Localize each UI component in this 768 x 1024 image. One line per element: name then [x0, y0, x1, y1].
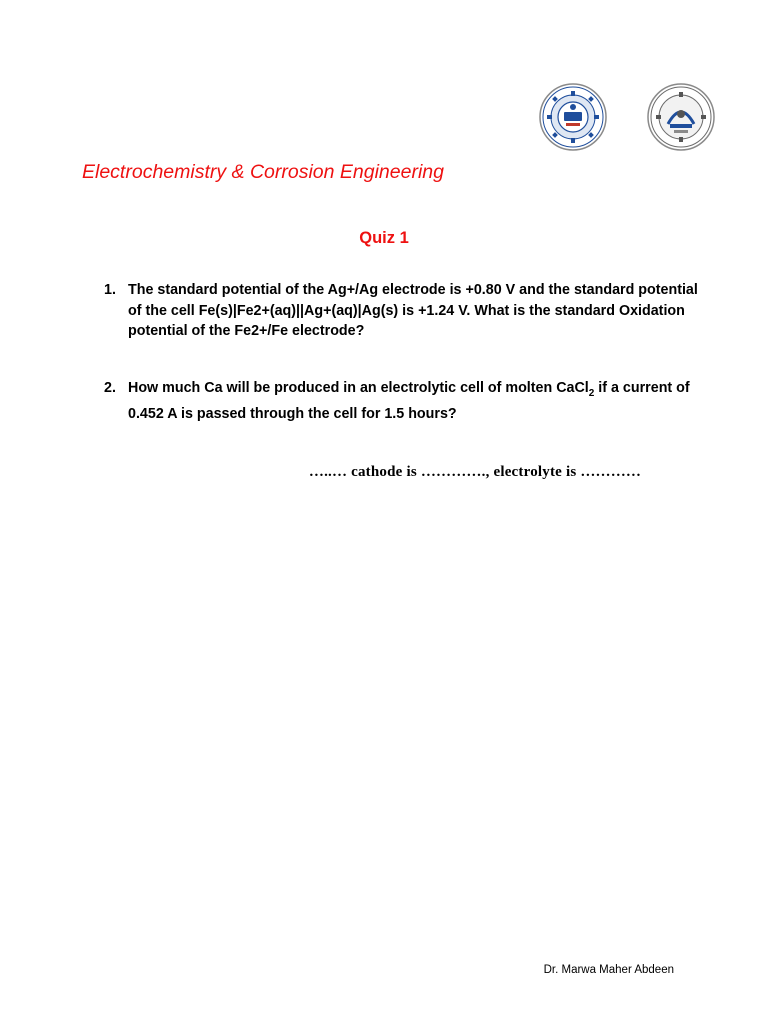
quiz-title: Quiz 1 — [359, 229, 409, 247]
university-seal-icon — [538, 82, 608, 152]
question-text-part: if a current of 0.452 A is passed through the cell for 1.5 hours? — [128, 380, 690, 423]
question-2 — [104, 378, 704, 425]
author-name: Dr. Marwa Maher Abdeen — [543, 964, 674, 976]
question-text: The standard potential of the Ag+/Ag electrode is +0.80 V and the standard potential of the cell Fe(s)|Fe2+(aq)||Ag+(aq)|Ag(s) is +1.24 V. What is the standard Oxidation potential of the Fe2+/Fe electrode? — [128, 282, 698, 339]
question-list — [104, 280, 704, 423]
fill-in-line: …..… cathode is …………., electrolyte is ………… — [308, 464, 642, 480]
chemical-subscript: 2 — [588, 387, 595, 399]
question-text-part: How much Ca will be produced in an electrolytic cell of molten CaCl — [128, 380, 589, 396]
question-1 — [104, 280, 704, 342]
question-text — [128, 378, 704, 425]
question-number: 2. — [104, 380, 116, 396]
question-number: 1. — [104, 282, 116, 298]
engineering-college-seal-icon — [646, 82, 716, 152]
course-title: Electrochemistry & Corrosion Engineering — [82, 161, 444, 183]
